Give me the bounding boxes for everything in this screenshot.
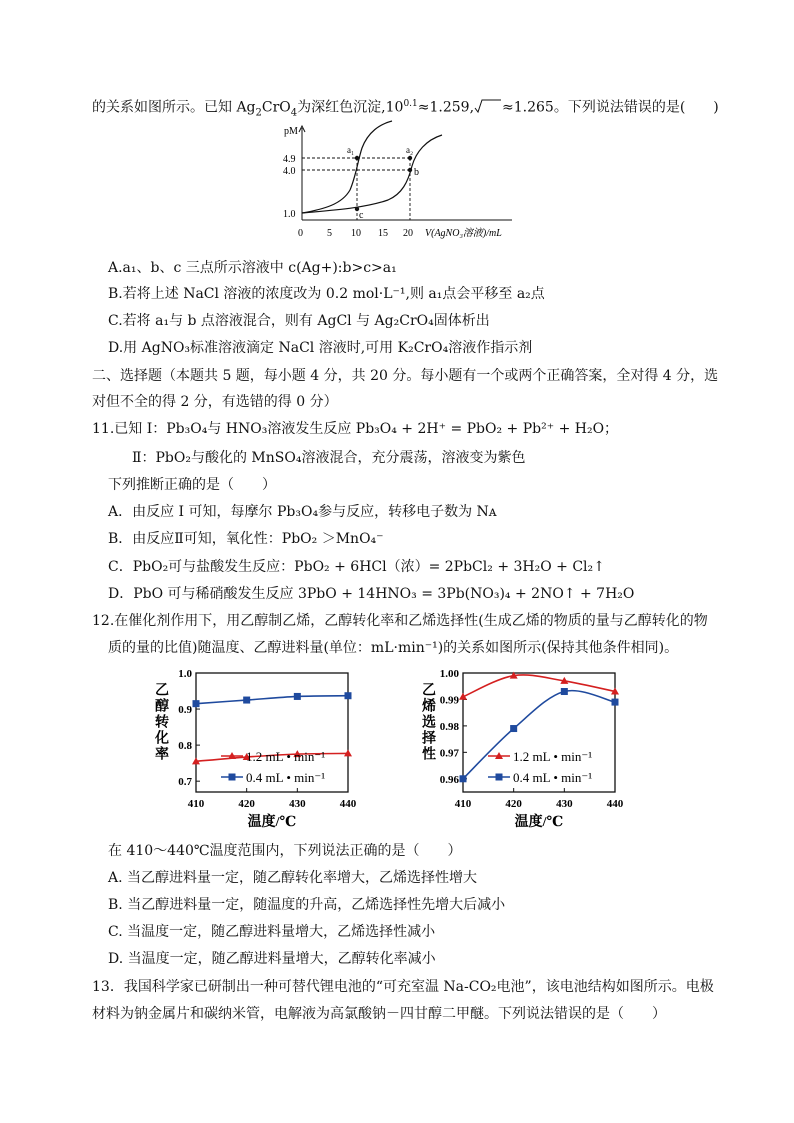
fig1-xtick-0: 0 bbox=[298, 228, 303, 239]
data-point-square bbox=[294, 693, 301, 700]
curve-1 bbox=[302, 121, 392, 213]
legend-label: 0.4 mL • min⁻¹ bbox=[513, 770, 593, 785]
fig1-ytick-4-9: 4.9 bbox=[283, 154, 296, 165]
label-b: b bbox=[414, 167, 419, 178]
x-tick-label: 440 bbox=[606, 798, 624, 810]
x-tick-label: 410 bbox=[187, 798, 205, 810]
y-tick-label: 0.7 bbox=[178, 776, 192, 789]
conversion-chart bbox=[148, 660, 378, 830]
x-axis-label: 温度/℃ bbox=[247, 815, 297, 830]
data-point-square bbox=[345, 692, 352, 699]
intro-sup: 0.1 bbox=[403, 99, 418, 109]
fig1-xlabel: V(AgNO₃溶液)/mL bbox=[425, 228, 502, 239]
q10-option-a: A.a₁、b、c 三点所示溶液中 c(Ag+):b>c>a₁ bbox=[108, 260, 397, 276]
y-tick-label: 0.8 bbox=[178, 740, 192, 753]
y-axis-label-char: 率 bbox=[155, 747, 169, 763]
x-tick-label: 420 bbox=[505, 798, 522, 810]
intro-sub-1: 2 bbox=[255, 107, 262, 119]
series-line-2 bbox=[196, 696, 348, 704]
label-a1: a₁ bbox=[347, 145, 355, 155]
section2-heading-line1: 二、选择题（本题共 5 题，每小题 4 分，共 20 分。每小题有一个或两个正确答案，全对得 4 分，选 bbox=[92, 368, 719, 384]
q10-option-d: D.用 AgNO₃标准溶液滴定 NaCl 溶液时,可用 K₂CrO₄溶液作指示剂 bbox=[108, 340, 533, 356]
fig1-xtick-20: 20 bbox=[403, 228, 413, 239]
y-tick-label: 1.00 bbox=[439, 668, 459, 680]
x-tick-label: 440 bbox=[339, 798, 357, 810]
y-axis-label-char: 乙 bbox=[155, 683, 169, 699]
intro-mid-2: 为深红色沉淀,10 bbox=[297, 99, 404, 116]
q12-line2: 质的量的比值)随温度、乙醇进料量(单位：mL·min⁻¹)的关系如图所示(保持其他条件相同)。 bbox=[108, 640, 679, 656]
y-axis-label-char: 化 bbox=[155, 731, 169, 747]
data-point-square bbox=[460, 775, 467, 782]
x-tick-label: 430 bbox=[289, 798, 306, 810]
fig1-ytick-4-0: 4.0 bbox=[283, 166, 296, 177]
series-line-2 bbox=[463, 691, 615, 779]
x-tick-label: 410 bbox=[454, 798, 472, 810]
point-a1 bbox=[355, 156, 359, 160]
data-point-square bbox=[510, 725, 517, 732]
legend-marker-square bbox=[229, 774, 236, 781]
q11-option-c: C．PbO₂可与盐酸发生反应：PbO₂ + 6HCl（浓）= 2PbCl₂ + 3H₂O + Cl₂↑ bbox=[108, 559, 605, 575]
data-point-square bbox=[612, 699, 619, 706]
label-c: c bbox=[359, 210, 364, 221]
q12-option-c: C. 当温度一定，随乙醇进料量增大，乙烯选择性减小 bbox=[108, 924, 436, 940]
y-axis-label-char: 烯 bbox=[422, 699, 436, 715]
q12-option-a: A. 当乙醇进料量一定，随乙醇转化率增大，乙烯选择性增大 bbox=[108, 870, 478, 886]
intro-post: ≈1.265。下列说法错误的是( ) bbox=[502, 99, 719, 116]
q13-line1: 13．我国科学家已研制出一种可替代锂电池的“可充室温 Na-CO₂电池”，该电池结构如图所示。电极 bbox=[92, 979, 714, 995]
data-point-square bbox=[193, 700, 200, 707]
legend-marker-square bbox=[496, 774, 503, 781]
q12-line1: 12.在催化剂作用下，用乙醇制乙烯，乙醇转化率和乙烯选择性(生成乙烯的物质的量与乙醇转化的物 bbox=[92, 613, 708, 629]
intro-sub-2: 4 bbox=[290, 107, 298, 119]
x-tick-label: 420 bbox=[238, 798, 255, 810]
q11-option-a: A．由反应 I 可知，每摩尔 Pb₃O₄参与反应，转移电子数为 Nᴀ bbox=[108, 504, 497, 520]
q10-option-c: C.若将 a₁与 b 点溶液混合，则有 AgCl 与 Ag₂CrO₄固体析出 bbox=[108, 313, 490, 329]
y-tick-label: 0.9 bbox=[178, 704, 192, 717]
q11-line1: 11.已知 Ⅰ：Pb₃O₄与 HNO₃溶液发生反应 Pb₃O₄ + 2H⁺ = PbO₂ + Pb²⁺ + H₂O； bbox=[92, 421, 619, 437]
q10-option-b: B.若将上述 NaCl 溶液的浓度改为 0.2 mol·L⁻¹,则 a₁点会平移至 a₂点 bbox=[108, 286, 545, 302]
q11-option-b: B．由反应Ⅱ可知，氧化性：PbO₂ ＞MnO₄⁻ bbox=[108, 531, 384, 547]
y-axis-label-char: 选 bbox=[422, 715, 436, 731]
y-tick-label: 0.99 bbox=[439, 694, 459, 707]
sqrt-symbol bbox=[474, 101, 502, 115]
label-a2: a₂ bbox=[406, 145, 414, 155]
point-b bbox=[408, 168, 412, 172]
selectivity-chart bbox=[415, 660, 645, 830]
y-tick-label: 0.96 bbox=[439, 773, 459, 786]
q11-line2: Ⅱ：PbO₂与酸化的 MnSO₄溶液混合，充分震荡，溶液变为紫色 bbox=[132, 450, 526, 466]
titration-figure bbox=[280, 118, 520, 248]
y-axis-label-char: 性 bbox=[422, 747, 436, 763]
intro-pre: 的关系如图所示。已知 Ag bbox=[92, 99, 256, 116]
y-axis-label bbox=[421, 683, 436, 763]
y-axis-label-char: 乙 bbox=[422, 683, 436, 699]
y-axis-label-char: 转 bbox=[155, 715, 169, 731]
y-axis-label-char: 择 bbox=[422, 731, 436, 747]
q12-stem: 在 410～440℃温度范围内，下列说法正确的是（ ） bbox=[108, 843, 462, 859]
data-point-square bbox=[243, 697, 250, 704]
q11-stem: 下列推断正确的是（ ） bbox=[108, 477, 276, 493]
curve-2 bbox=[302, 135, 442, 213]
q13-line2: 材料为钠金属片和碳纳米管，电解液为高氯酸钠－四甘醇二甲醚。下列说法错误的是（ ） bbox=[92, 1006, 666, 1022]
q12-option-d: D. 当温度一定，随乙醇进料量增大，乙醇转化率减小 bbox=[108, 951, 436, 967]
y-tick-label: 0.97 bbox=[439, 747, 459, 760]
legend-label: 1.2 mL • min⁻¹ bbox=[246, 749, 326, 764]
q11-option-d: D．PbO 可与稀硝酸发生反应 3PbO + 14HNO₃ = 3Pb(NO₃)₄ + 2NO↑ + 7H₂O bbox=[108, 586, 635, 602]
fig1-ylabel: pM bbox=[284, 126, 298, 137]
y-tick-label: 0.98 bbox=[439, 720, 459, 733]
fig1-ytick-1-0: 1.0 bbox=[283, 209, 296, 220]
intro-mid-3: ≈1.259, bbox=[417, 99, 475, 116]
x-tick-label: 430 bbox=[556, 798, 573, 810]
q12-option-b: B. 当乙醇进料量一定，随温度的升高，乙烯选择性先增大后减小 bbox=[108, 897, 506, 913]
y-axis-label-char: 醇 bbox=[155, 699, 169, 715]
data-point-square bbox=[561, 688, 568, 695]
fig1-xtick-15: 15 bbox=[378, 228, 388, 239]
section2-heading-line2: 对但不全的得 2 分，有选错的得 0 分） bbox=[92, 394, 338, 410]
fig1-xtick-10: 10 bbox=[351, 228, 361, 239]
y-tick-label: 1.0 bbox=[178, 668, 192, 680]
intro-mid-1: CrO bbox=[261, 99, 291, 116]
fig1-xtick-5: 5 bbox=[327, 228, 332, 239]
x-axis-label: 温度/℃ bbox=[514, 815, 564, 830]
legend-label: 1.2 mL • min⁻¹ bbox=[513, 749, 593, 764]
y-axis-label bbox=[154, 683, 169, 763]
legend-label: 0.4 mL • min⁻¹ bbox=[246, 770, 326, 785]
point-a2 bbox=[408, 156, 412, 160]
